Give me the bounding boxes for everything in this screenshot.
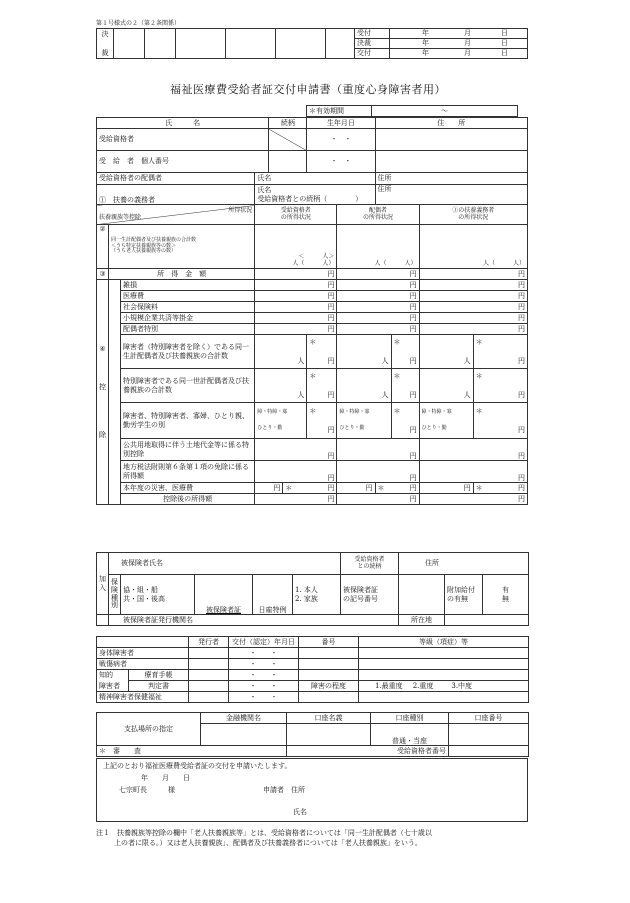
approval-date: 年 月 日 [390, 29, 528, 39]
mayor-addressee: 七宗町長 様 [119, 786, 175, 794]
applicant-relation-field[interactable] [269, 129, 307, 151]
applicant-address-field[interactable] [375, 129, 528, 151]
account-type-options[interactable]: 普通・当座 [371, 724, 449, 746]
land-value[interactable]: 円 [337, 439, 419, 461]
insurance-table [96, 552, 529, 626]
deduction-value[interactable]: 円 [255, 291, 337, 302]
applicant-address-label: 申請者 住所 [263, 786, 305, 794]
account-number-field[interactable] [449, 724, 529, 746]
applicant-birth-field[interactable]: ・ ・ [307, 129, 375, 151]
tax-exempt-label: 地方税法附則第６条第１項の免除に係る所得額 [121, 461, 255, 483]
income-col-obligor: ①の扶養義務者 の所得状況 [419, 205, 527, 225]
deduction-value[interactable]: 円 [419, 302, 527, 313]
insurance-side-label: 加入 [97, 553, 109, 615]
approval-row-label: 交付 [355, 49, 390, 59]
certificate-table [96, 636, 529, 703]
recipient-birth-field[interactable]: ・ ・ [307, 151, 375, 173]
row-number: ② [97, 225, 109, 269]
disaster-value[interactable]: ＊ 円 [375, 483, 419, 494]
obligor-name-field[interactable]: 氏名 受給資格者との続柄（ ） [255, 185, 375, 205]
recipient-number-field[interactable] [449, 746, 529, 757]
recipient-address-field[interactable] [375, 151, 528, 173]
dependents-label: 同一生計配偶者及び扶養親族の合計数 ＜うち特定扶養親族等の数＞ （うち老人扶養親族等の数） [109, 225, 255, 269]
cert-grade-field[interactable] [359, 692, 529, 703]
deduction-item: 医療費 [121, 291, 255, 302]
widow-options[interactable]: 障・特障・寡 ひとり・勤 [337, 403, 391, 439]
deduction-item: 社会保険料 [121, 302, 255, 313]
cert-date-field[interactable]: ・ ・ [229, 681, 299, 692]
disabled-count[interactable]: 人 [337, 335, 391, 369]
cert-number-field[interactable] [299, 659, 359, 670]
deduction-value[interactable]: 円 [255, 302, 337, 313]
recipient-name-field[interactable] [97, 151, 269, 173]
validity-separator: ～ [372, 106, 518, 117]
bank-name-header: 金融機関名 [201, 713, 287, 724]
disaster-value[interactable]: 円 [419, 483, 473, 494]
cert-issuer-field[interactable] [189, 648, 229, 659]
cert-row-label: 障害者 [97, 681, 129, 692]
cert-date-field[interactable]: ・ ・ [229, 692, 299, 703]
special-amount[interactable]: ＊ 円 [473, 369, 527, 403]
approval-date: 年 月 日 [390, 39, 528, 49]
income-col-applicant: 受給資格者 の所得状況 [255, 205, 337, 225]
special-disabled-label: 特別障害者である同一世計配偶者及び扶養親族の合計数 [121, 369, 255, 403]
deduction-item: 小規模企業共済等掛金 [121, 313, 255, 324]
benefit-yes-no[interactable]: 有 無 [483, 575, 529, 615]
approval-row-label: 受付 [355, 29, 390, 39]
card-symbol-field[interactable] [399, 575, 445, 615]
cert-row-label: 戦傷病者 [97, 659, 189, 670]
cert-grade-field[interactable] [359, 670, 529, 681]
disabled-amount[interactable]: ＊ 円 [473, 335, 527, 369]
widow-amount[interactable]: ＊ 円 [391, 403, 419, 439]
header-address: 住 所 [375, 118, 528, 129]
disabled-amount[interactable]: ＊ 円 [391, 335, 419, 369]
deduction-value[interactable]: 円 [419, 291, 527, 302]
income-obligor-yen[interactable]: 円 [419, 269, 527, 280]
special-amount[interactable]: ＊ 円 [307, 369, 337, 403]
cert-header-date: 交付（認定）年月日 [229, 637, 299, 648]
cert-row-label: 精神障害者保健福祉 [97, 692, 189, 703]
bank-table [96, 712, 529, 757]
deduction-item: 雑損 [121, 280, 255, 291]
disaster-value[interactable]: 円 [337, 483, 375, 494]
cert-number-field[interactable] [299, 692, 359, 703]
applicant-name-field[interactable] [97, 129, 269, 151]
cert-row-label: 療育手帳 [129, 670, 189, 681]
page-title: 福祉医療費受給者証交付申請書（重度心身障害者用） [170, 83, 446, 96]
land-value[interactable]: 円 [419, 439, 527, 461]
cert-issuer-field[interactable] [189, 670, 229, 681]
cert-grade-field[interactable] [359, 659, 529, 670]
disaster-value[interactable]: 円 [255, 483, 283, 494]
deduction-value[interactable]: 円 [255, 313, 337, 324]
land-deduction-label: 公共用地取得に伴う土地代金等に係る特別控除 [121, 439, 255, 461]
widow-options[interactable]: 障・特障・寡 ひとり・勤 [419, 403, 473, 439]
deduction-value[interactable]: 円 [419, 324, 527, 335]
insurance-type-options[interactable]: 協・組・船 共・国・後高 [121, 575, 195, 615]
cert-date-field[interactable]: ・ ・ [229, 670, 299, 681]
land-value[interactable]: 円 [255, 439, 337, 461]
spouse-address-field[interactable]: 住所 [375, 173, 528, 185]
insurance-type-label: 保険種別 [109, 575, 121, 615]
dependents-spouse[interactable]: 人（ 人） [337, 225, 419, 269]
special-amount[interactable]: ＊ 円 [391, 369, 419, 403]
cert-issuer-field[interactable] [189, 659, 229, 670]
bank-name-field[interactable] [201, 724, 287, 746]
header-birth: 生年月日 [307, 118, 375, 129]
income-applicant-yen[interactable]: 円 [255, 269, 337, 280]
cert-header-number: 番号 [299, 637, 359, 648]
validity-label: ＊有効期間 [307, 106, 372, 117]
approval-date: 年 月 日 [390, 49, 528, 59]
day-laborer-label: 日雇特例 [253, 575, 293, 615]
disaster-value[interactable]: ＊ 円 [473, 483, 527, 494]
disabled-count[interactable]: 人 [255, 335, 307, 369]
additional-benefit-label: 附加給付 の有無 [445, 575, 483, 615]
header-relation: 続柄 [269, 118, 307, 129]
after-deduction-label: 控除後の所得額 [121, 494, 255, 505]
location-field[interactable] [445, 615, 529, 626]
spouse-name-field[interactable]: 氏名 [255, 173, 375, 185]
special-count[interactable]: 人 [255, 369, 307, 403]
special-count[interactable]: 人 [419, 369, 473, 403]
tax-value[interactable]: 円 [337, 461, 419, 483]
guardian-relation-label: 受給資格者 との続柄 [341, 553, 399, 575]
review-label: ＊ 審 査 [97, 746, 287, 757]
deduction-value[interactable]: 円 [419, 280, 527, 291]
disaster-value[interactable]: ＊ 円 [283, 483, 337, 494]
cert-row-label: 身体障害者 [97, 648, 189, 659]
after-value[interactable]: 円 [337, 494, 419, 505]
issuer-label[interactable]: 被保険者証発行機関名 [109, 615, 399, 626]
declaration-text: 上記のとおり福祉医療費受給者証の交付を申請いたします。 [103, 762, 292, 770]
widow-amount[interactable]: ＊ 円 [307, 403, 337, 439]
self-family-options[interactable]: 1. 本人 2. 家族 [293, 575, 341, 615]
spouse-label: 受給資格者の配偶者 [97, 173, 255, 185]
degree-label: 障害の程度 [299, 681, 359, 692]
tax-value[interactable]: 円 [255, 461, 337, 483]
disabled-amount[interactable]: ＊ 円 [307, 335, 337, 369]
validity-period [306, 105, 518, 117]
obligor-address-field[interactable]: 住所 [375, 185, 528, 205]
deduction-side-label: ④ 控 除 [97, 280, 109, 505]
after-value[interactable]: 円 [419, 494, 527, 505]
widow-student-label: 障害者、特別障害者、寡婦、ひとり親、勤労学生の別 [121, 403, 255, 439]
degree-options[interactable]: 1.最重度 2.重度 3.中度 [359, 681, 529, 692]
income-header-diagonal: 所得状況 扶養親族等控除 [97, 205, 255, 225]
footnote: 注１ 扶養親族等控除の欄中「老人扶養親族等」とは、受給資格者については「同一生計配偶者（七十歳以 上の者に限る。）又は老人扶養親族」、配偶者及び扶養義務者については「老人扶養親族」をいう。 [96, 829, 432, 848]
deduction-value[interactable]: 円 [337, 313, 419, 324]
declaration-date[interactable]: 年 月 日 [141, 774, 190, 782]
approval-table [96, 28, 528, 59]
recipient-number-label: 受給資格者番号 [287, 746, 449, 757]
header-name: 氏 名 [97, 118, 269, 129]
location-label: 所在地 [399, 615, 445, 626]
deduction-value[interactable]: 円 [255, 324, 337, 335]
income-amount-label: 所 得 金 額 [109, 269, 255, 280]
disabled-count[interactable]: 人 [419, 335, 473, 369]
row-number: ③ [97, 269, 109, 280]
account-holder-header: 口座名義 [287, 713, 371, 724]
applicant-label: 受給資格者 [99, 135, 134, 144]
obligor-label: ① 扶養の義務者 [97, 185, 255, 205]
income-col-spouse: 配偶者 の所得状況 [337, 205, 419, 225]
cert-header-grade: 等級（項症）等 [359, 637, 529, 648]
payment-label: 支払場所の指定 [97, 713, 201, 746]
widow-amount[interactable]: ＊ 円 [473, 403, 527, 439]
applicant-name-label: 氏名 [293, 808, 307, 816]
after-value[interactable]: 円 [255, 494, 337, 505]
widow-options[interactable]: 障・特障・寡 ひとり・勤 [255, 403, 307, 439]
tax-value[interactable]: 円 [419, 461, 527, 483]
dependents-applicant[interactable]: ＜ 人＞ 人（ 人） [255, 225, 337, 269]
account-type-header: 口座種別 [371, 713, 449, 724]
account-holder-field[interactable] [287, 724, 371, 746]
cert-number-field[interactable] [299, 648, 359, 659]
cert-date-field[interactable]: ・ ・ [229, 659, 299, 670]
card-symbol-label: 被保険者証 の記号番号 [341, 575, 399, 615]
dependents-obligor[interactable]: 人（ 人） [419, 225, 527, 269]
insurance-card-label: 被保険者証 [195, 575, 253, 615]
main-form [96, 117, 528, 505]
disabled-dependents-label: 障害者（特別障害者を除く）である同一生計配偶者及び扶養親族の合計数 [121, 335, 255, 369]
form-number: 第１号様式の２（第２条関係） [96, 20, 181, 27]
deduction-item: 配偶者特別 [121, 324, 255, 335]
cert-row-label: 知的 [97, 670, 129, 681]
insured-name-field[interactable]: 被保険者氏名 [109, 553, 341, 575]
insurance-address-field[interactable]: 住所 [399, 553, 529, 575]
cert-number-field[interactable] [299, 670, 359, 681]
cert-issuer-field[interactable] [189, 681, 229, 692]
cert-date-field[interactable]: ・ ・ [229, 648, 299, 659]
special-count[interactable]: 人 [337, 369, 391, 403]
deduction-value[interactable]: 円 [255, 280, 337, 291]
deduction-value[interactable]: 円 [337, 302, 419, 313]
declaration-box [96, 758, 528, 822]
account-number-header: 口座番号 [449, 713, 529, 724]
cert-header-issuer: 発行者 [189, 637, 229, 648]
disaster-label: 本年度の災害、医療費 [121, 483, 255, 494]
recipient-relation-field[interactable] [269, 151, 307, 173]
deduction-value[interactable]: 円 [419, 313, 527, 324]
deduction-value[interactable]: 円 [337, 324, 419, 335]
approval-stamp-label: 決 裁 [97, 29, 114, 59]
income-spouse-yen[interactable]: 円 [337, 269, 419, 280]
deduction-value[interactable]: 円 [337, 280, 419, 291]
recipient-label: 受 給 者 [99, 157, 134, 166]
approval-row-label: 決裁 [355, 39, 390, 49]
cert-issuer-field[interactable] [189, 692, 229, 703]
deduction-value[interactable]: 円 [337, 291, 419, 302]
cert-row-label: 判定書 [129, 681, 189, 692]
cert-grade-field[interactable] [359, 648, 529, 659]
recipient-id-label: 個人番号 [141, 157, 169, 166]
